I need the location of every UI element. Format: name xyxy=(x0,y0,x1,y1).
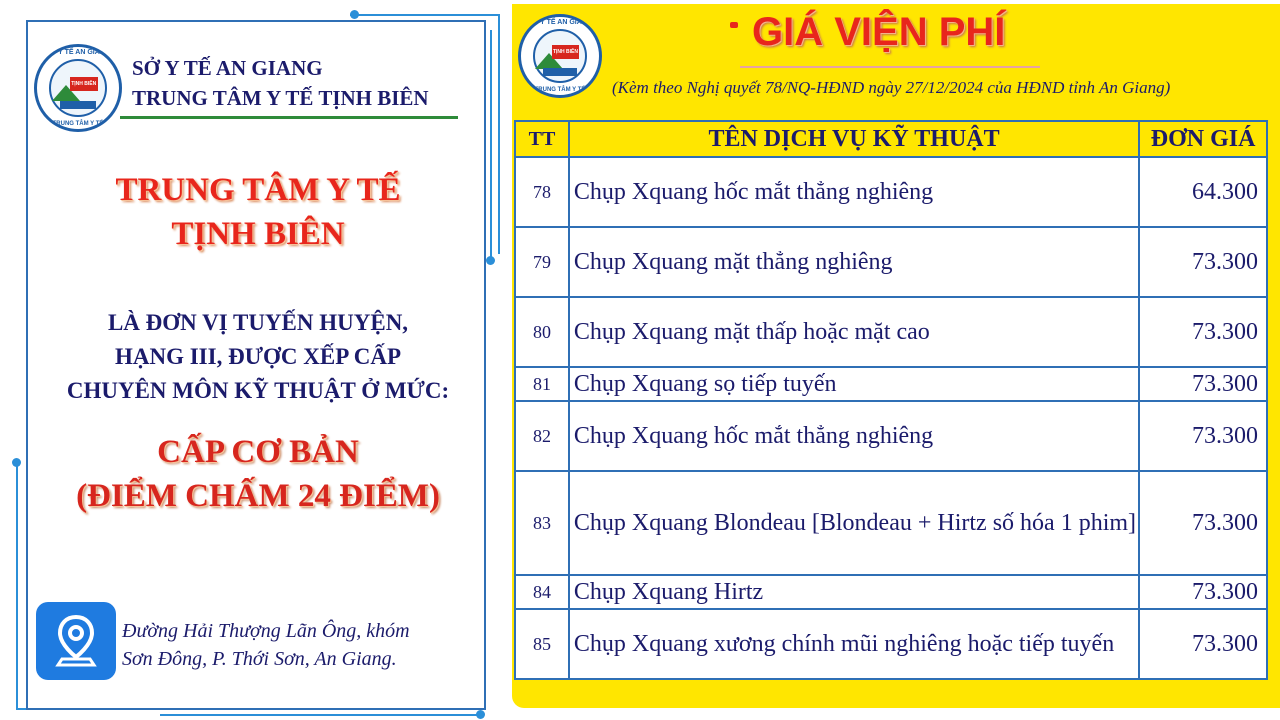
decorative-dot xyxy=(12,458,21,467)
row-price: 73.300 xyxy=(1139,367,1267,401)
page-subtitle: (Kèm theo Nghị quyết 78/NQ-HĐND ngày 27/12/2024 của HĐND tỉnh An Giang) xyxy=(612,78,1171,97)
header-service-name: TÊN DỊCH VỤ KỸ THUẬT xyxy=(569,121,1139,157)
level-line1: CẤP CƠ BẢN xyxy=(157,434,359,470)
decorative-line xyxy=(350,14,500,16)
decorative-line xyxy=(498,14,500,254)
row-service-name: Chụp Xquang hốc mắt thẳng nghiêng xyxy=(569,401,1139,471)
description-line2: HẠNG III, ĐƯỢC XẾP CẤP xyxy=(114,344,402,369)
table-row xyxy=(515,297,1267,367)
table-header-row xyxy=(515,121,1267,157)
table-row xyxy=(515,401,1267,471)
row-service-name: Chụp Xquang mặt thẳng nghiêng xyxy=(569,227,1139,297)
table-row xyxy=(515,157,1267,227)
decorative-line xyxy=(160,714,480,716)
header-tt: TT xyxy=(515,121,569,157)
row-tt: 84 xyxy=(515,575,569,609)
hospital-logo-small: SỞ Y TẾ AN GIANG TỊNH BIÊN TRUNG TÂM Y TẾ xyxy=(518,14,602,98)
row-tt: 82 xyxy=(515,401,569,471)
price-table xyxy=(514,120,1268,680)
table-row xyxy=(515,471,1267,575)
table-row xyxy=(515,609,1267,679)
description-line3: CHUYÊN MÔN KỸ THUẬT Ở MỨC: xyxy=(66,378,450,403)
row-service-name: Chụp Xquang Blondeau [Blondeau + Hirtz số hóa 1 phim] xyxy=(569,471,1139,575)
header-price: ĐƠN GIÁ xyxy=(1139,121,1267,157)
table-row xyxy=(515,367,1267,401)
row-tt: 83 xyxy=(515,471,569,575)
decorative-line xyxy=(490,30,492,260)
description-line1: LÀ ĐƠN VỊ TUYẾN HUYỆN, xyxy=(107,310,409,335)
row-tt: 81 xyxy=(515,367,569,401)
hospital-logo: SỞ Y TẾ AN GIANG TỊNH BIÊN TRUNG TÂM Y TẾ xyxy=(34,44,122,132)
row-service-name: Chụp Xquang mặt thấp hoặc mặt cao xyxy=(569,297,1139,367)
row-service-name: Chụp Xquang Hirtz xyxy=(569,575,1139,609)
address-line2: Sơn Đông, P. Thới Sơn, An Giang. xyxy=(122,648,397,670)
address-line1: Đường Hải Thượng Lãn Ông, khóm xyxy=(122,620,410,642)
row-price: 73.300 xyxy=(1139,609,1267,679)
decorative-line xyxy=(16,462,18,710)
page-title: GIÁ VIỆN PHÍ xyxy=(752,10,1006,54)
title-accent-mark xyxy=(730,22,738,28)
row-price: 73.300 xyxy=(1139,575,1267,609)
department-name: SỞ Y TẾ AN GIANG xyxy=(132,56,323,80)
row-tt: 78 xyxy=(515,157,569,227)
address-text xyxy=(122,617,410,673)
header-divider xyxy=(120,116,458,119)
center-name: TRUNG TÂM Y TẾ TỊNH BIÊN xyxy=(132,86,429,110)
center-title-line1: TRUNG TÂM Y TẾ xyxy=(115,172,401,208)
row-service-name: Chụp Xquang hốc mắt thẳng nghiêng xyxy=(569,157,1139,227)
row-service-name: Chụp Xquang sọ tiếp tuyến xyxy=(569,367,1139,401)
decorative-dot xyxy=(476,710,485,719)
row-price: 73.300 xyxy=(1139,471,1267,575)
decorative-dot xyxy=(486,256,495,265)
row-price: 73.300 xyxy=(1139,297,1267,367)
row-tt: 79 xyxy=(515,227,569,297)
row-tt: 85 xyxy=(515,609,569,679)
row-service-name: Chụp Xquang xương chính mũi nghiêng hoặc tiếp tuyến xyxy=(569,609,1139,679)
row-price: 64.300 xyxy=(1139,157,1267,227)
decorative-dot xyxy=(350,10,359,19)
table-row xyxy=(515,575,1267,609)
table-row xyxy=(515,227,1267,297)
title-underline xyxy=(740,66,1040,68)
row-price: 73.300 xyxy=(1139,227,1267,297)
level-line2: (ĐIỂM CHẤM 24 ĐIỂM) xyxy=(76,478,440,514)
location-pin-icon xyxy=(36,602,116,680)
row-price: 73.300 xyxy=(1139,401,1267,471)
row-tt: 80 xyxy=(515,297,569,367)
center-title-line2: TỊNH BIÊN xyxy=(171,216,345,252)
